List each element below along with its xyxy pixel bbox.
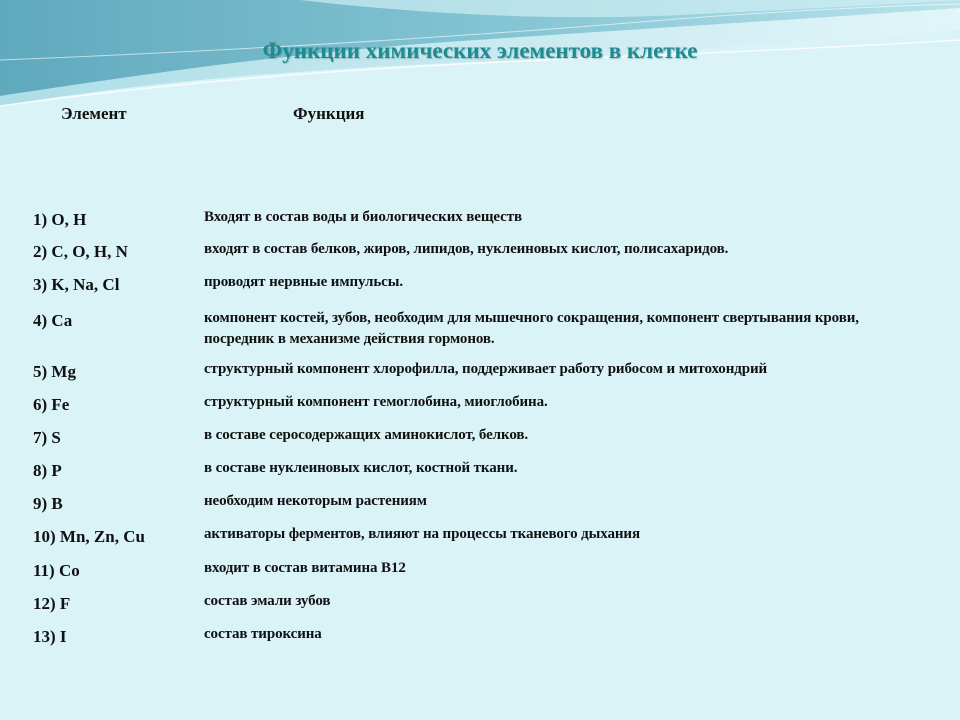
function-cell: состав эмали зубов [204, 593, 331, 609]
function-cell: входят в состав белков, жиров, липидов, нуклеиновых кислот, полисахаридов. [204, 241, 729, 257]
element-cell: 1) O, H [33, 210, 87, 229]
element-cell: 2) C, O, H, N [33, 242, 128, 261]
element-cell: 8) P [33, 461, 62, 480]
function-cell: состав тироксина [204, 626, 322, 642]
element-cell: 5) Mg [33, 362, 76, 381]
element-cell: 11) Co [33, 561, 80, 580]
function-cell: компонент костей, зубов, необходим для мышечного сокращения, компонент свертывания крови, посредник в механизме действия гормонов. [204, 310, 859, 347]
function-cell: в составе нуклеиновых кислот, костной ткани. [204, 460, 518, 476]
slide-title: Функции химических элементов в клетке [262, 38, 698, 63]
element-cell: 7) S [33, 428, 61, 447]
header-element: Элемент [61, 104, 127, 123]
function-cell: Входят в состав воды и биологических веществ [204, 209, 522, 225]
element-cell: 9) B [33, 494, 63, 513]
element-cell: 4) Ca [33, 311, 73, 330]
element-cell: 10) Mn, Zn, Cu [33, 527, 145, 546]
element-cell: 12) F [33, 594, 71, 613]
function-cell: структурный компонент хлорофилла, поддерживает работу рибосом и митохондрий [204, 361, 768, 377]
function-cell: необходим некоторым растениям [204, 493, 427, 509]
function-cell: в составе серосодержащих аминокислот, белков. [204, 427, 529, 443]
function-cell: структурный компонент гемоглобина, миоглобина. [204, 394, 548, 410]
function-cell: проводят нервные импульсы. [204, 274, 403, 290]
header-function: Функция [293, 104, 365, 123]
element-cell: 6) Fe [33, 395, 70, 414]
function-cell: входит в состав витамина B12 [204, 560, 406, 576]
element-cell: 13) I [33, 627, 67, 646]
function-cell: активаторы ферментов, влияют на процессы тканевого дыхания [204, 526, 640, 542]
element-cell: 3) K, Na, Cl [33, 275, 120, 294]
